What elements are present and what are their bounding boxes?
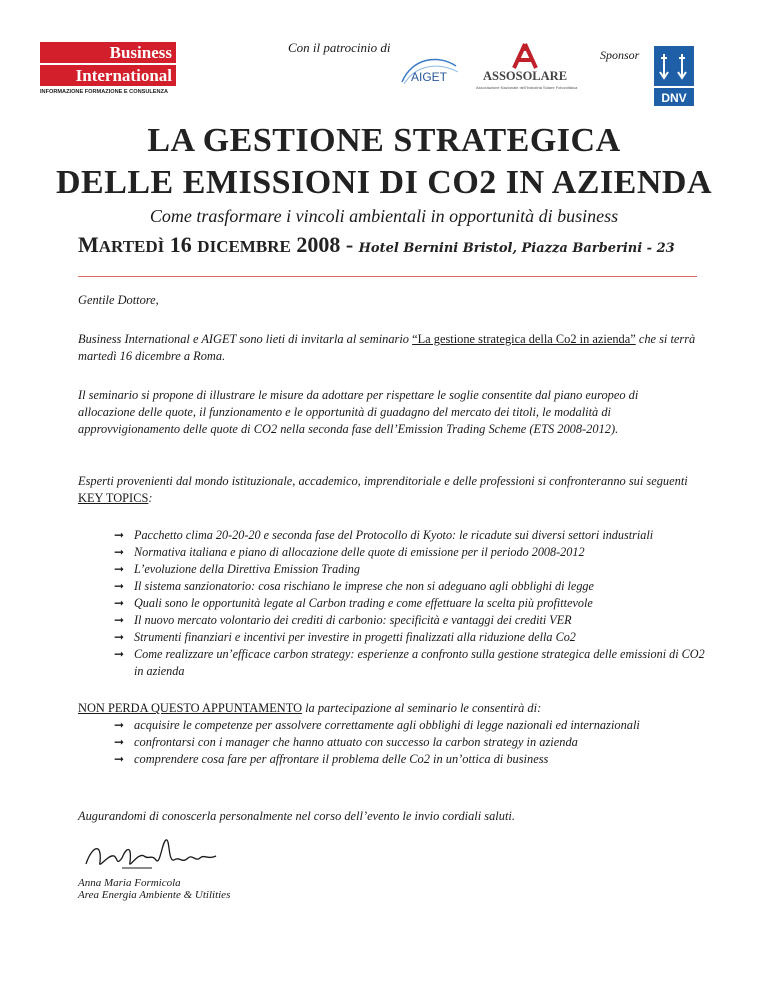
topic-item (114, 544, 714, 561)
date-initial: M (78, 232, 99, 257)
assosolare-name: ASSOSOLARE (482, 69, 568, 83)
topic-item-text: Quali sono le opportunità legate al Carbon trading e come effettuare la scelta più profittevole (134, 596, 593, 610)
arrow-bullet-icon: ➞ (114, 630, 125, 644)
key-topics-label: KEY TOPICS (78, 491, 149, 505)
event-date-line (78, 232, 675, 258)
paragraph-appointment (78, 700, 698, 717)
invitation-text-a: Business International e AIGET sono lieti di invitarla al seminario (78, 332, 413, 346)
assosolare-logo (476, 42, 578, 94)
arrow-bullet-icon: ➞ (114, 735, 125, 749)
topic-item-text: Strumenti finanziari e incentivi per investire in progetti finalizzati alla riduzione della Co2 (134, 630, 576, 644)
seminar-title: “La gestione strategica della Co2 in azienda” (412, 332, 636, 346)
arrow-bullet-icon: ➞ (114, 718, 125, 732)
signature-block (78, 877, 230, 901)
arrow-bullet-icon: ➞ (114, 613, 125, 627)
arrow-bullet-icon: ➞ (114, 752, 125, 766)
arrow-bullet-icon: ➞ (114, 647, 125, 661)
appointment-text: la partecipazione al seminario le consentirà di: (302, 701, 542, 715)
topics-list-wrap (114, 527, 714, 680)
paragraph-experts (78, 473, 698, 507)
benefit-item (114, 751, 674, 768)
paragraph-invitation (78, 331, 698, 365)
logo-tagline: INFORMAZIONE FORMAZIONE E CONSULENZA (40, 89, 169, 95)
arrow-bullet-icon: ➞ (114, 528, 125, 542)
assosolare-symbol (476, 42, 574, 70)
topic-item (114, 612, 714, 629)
invitation-text-b: che si terrà martedì 16 dicembre a Roma. (78, 332, 696, 363)
signer-role: Area Energia Ambiente & Utilities (78, 889, 231, 901)
topic-item-text: Il sistema sanzionatorio: cosa rischiano le imprese che non si adeguano agli obblighi di legge (134, 579, 594, 593)
greeting: Gentile Dottore, (78, 293, 159, 307)
benefit-item (114, 734, 674, 751)
topic-item-text: L’evoluzione della Direttiva Emission Trading (134, 562, 360, 576)
date-month: DICEMBRE (197, 237, 291, 256)
business-international-logo (40, 42, 176, 95)
topics-list (114, 527, 714, 680)
date-year: 2008 - (290, 232, 359, 257)
dnv-text: DNV (661, 91, 687, 105)
topic-item (114, 578, 714, 595)
closing-line: Augurandomi di conoscerla personalmente nel corso dell’evento le invio cordiali saluti. (78, 809, 515, 823)
topic-item-text: Come realizzare un’efficace carbon strategy: esperienze a confronto sulla gestione strategica delle emissioni di CO2 in azienda (134, 647, 705, 678)
title-line1: LA GESTIONE STRATEGICA (147, 122, 621, 159)
topic-item-text: Pacchetto clima 20-20-20 e seconda fase del Protocollo di Kyoto: le ricadute sui diversi settori industriali (134, 528, 654, 542)
date-weekday: ARTEDÌ (98, 237, 165, 256)
appointment-caps: NON PERDA QUESTO APPUNTAMENTO (78, 701, 303, 715)
aiget-text: AIGET (410, 70, 448, 84)
date-day: 16 (164, 232, 198, 257)
logo-line1: Business (40, 42, 176, 63)
topic-item (114, 527, 714, 544)
assosolare-subtitle: Associazione Nazionale dell'Industria Solare Fotovoltaica (476, 85, 578, 90)
logo-line2: International (40, 65, 176, 86)
benefit-item-text: acquisire le competenze per assolvere correttamente agli obblighi di legge nazionali ed internazionali (134, 718, 640, 732)
topic-item-text: Normativa italiana e piano di allocazione delle quote di emissione per il periodo 2008-2012 (134, 545, 585, 559)
arrow-bullet-icon: ➞ (114, 579, 125, 593)
benefits-list (114, 717, 674, 768)
topic-item (114, 595, 714, 612)
topic-item-text: Il nuovo mercato volontario dei crediti di carbonio: specificità e vantaggi dei crediti VER (134, 613, 572, 627)
paragraph-description: Il seminario si propone di illustrare le misure da adottare per rispettare le soglie consentite dal piano europeo di allocazione delle quote, il funzionamento e le opportunità di guadagno del mercato dei titoli, le modalità di approvvigionamento delle quote di CO2 nella seconda fase dell’Emission Trading Scheme (ETS 2008-2012). (78, 388, 639, 436)
topic-item (114, 646, 714, 680)
signer-name: Anna Maria Formicola (78, 877, 181, 889)
handwritten-signature (82, 834, 222, 876)
subtitle: Come trasformare i vincoli ambientali in opportunità di business (149, 206, 619, 226)
benefits-list-wrap (114, 717, 674, 768)
divider (78, 276, 697, 277)
sponsor-label: Sponsor (600, 48, 640, 62)
benefit-item-text: confrontarsi con i manager che hanno attuato con successo la carbon strategy in azienda (134, 735, 578, 749)
event-venue: Hotel Bernini Bristol, Piazza Barberini - 23 (358, 241, 675, 256)
benefit-item-text: comprendere cosa fare per affrontare il problema delle Co2 in un’ottica di business (134, 752, 549, 766)
dnv-logo (654, 46, 694, 106)
topic-item (114, 561, 714, 578)
patronage-label: Con il patrocinio di (288, 40, 391, 55)
experts-text-a: Esperti provenienti dal mondo istituzionale, accademico, imprenditoriale e delle professioni si confronteranno sui seguenti (78, 474, 688, 488)
arrow-bullet-icon: ➞ (114, 596, 125, 610)
aiget-logo (398, 56, 460, 88)
benefit-item (114, 717, 674, 734)
title-line2: DELLE EMISSIONI DI CO2 IN AZIENDA (55, 164, 713, 201)
topic-item (114, 629, 714, 646)
arrow-bullet-icon: ➞ (114, 545, 125, 559)
experts-text-b: : (148, 491, 153, 505)
arrow-bullet-icon: ➞ (114, 562, 125, 576)
